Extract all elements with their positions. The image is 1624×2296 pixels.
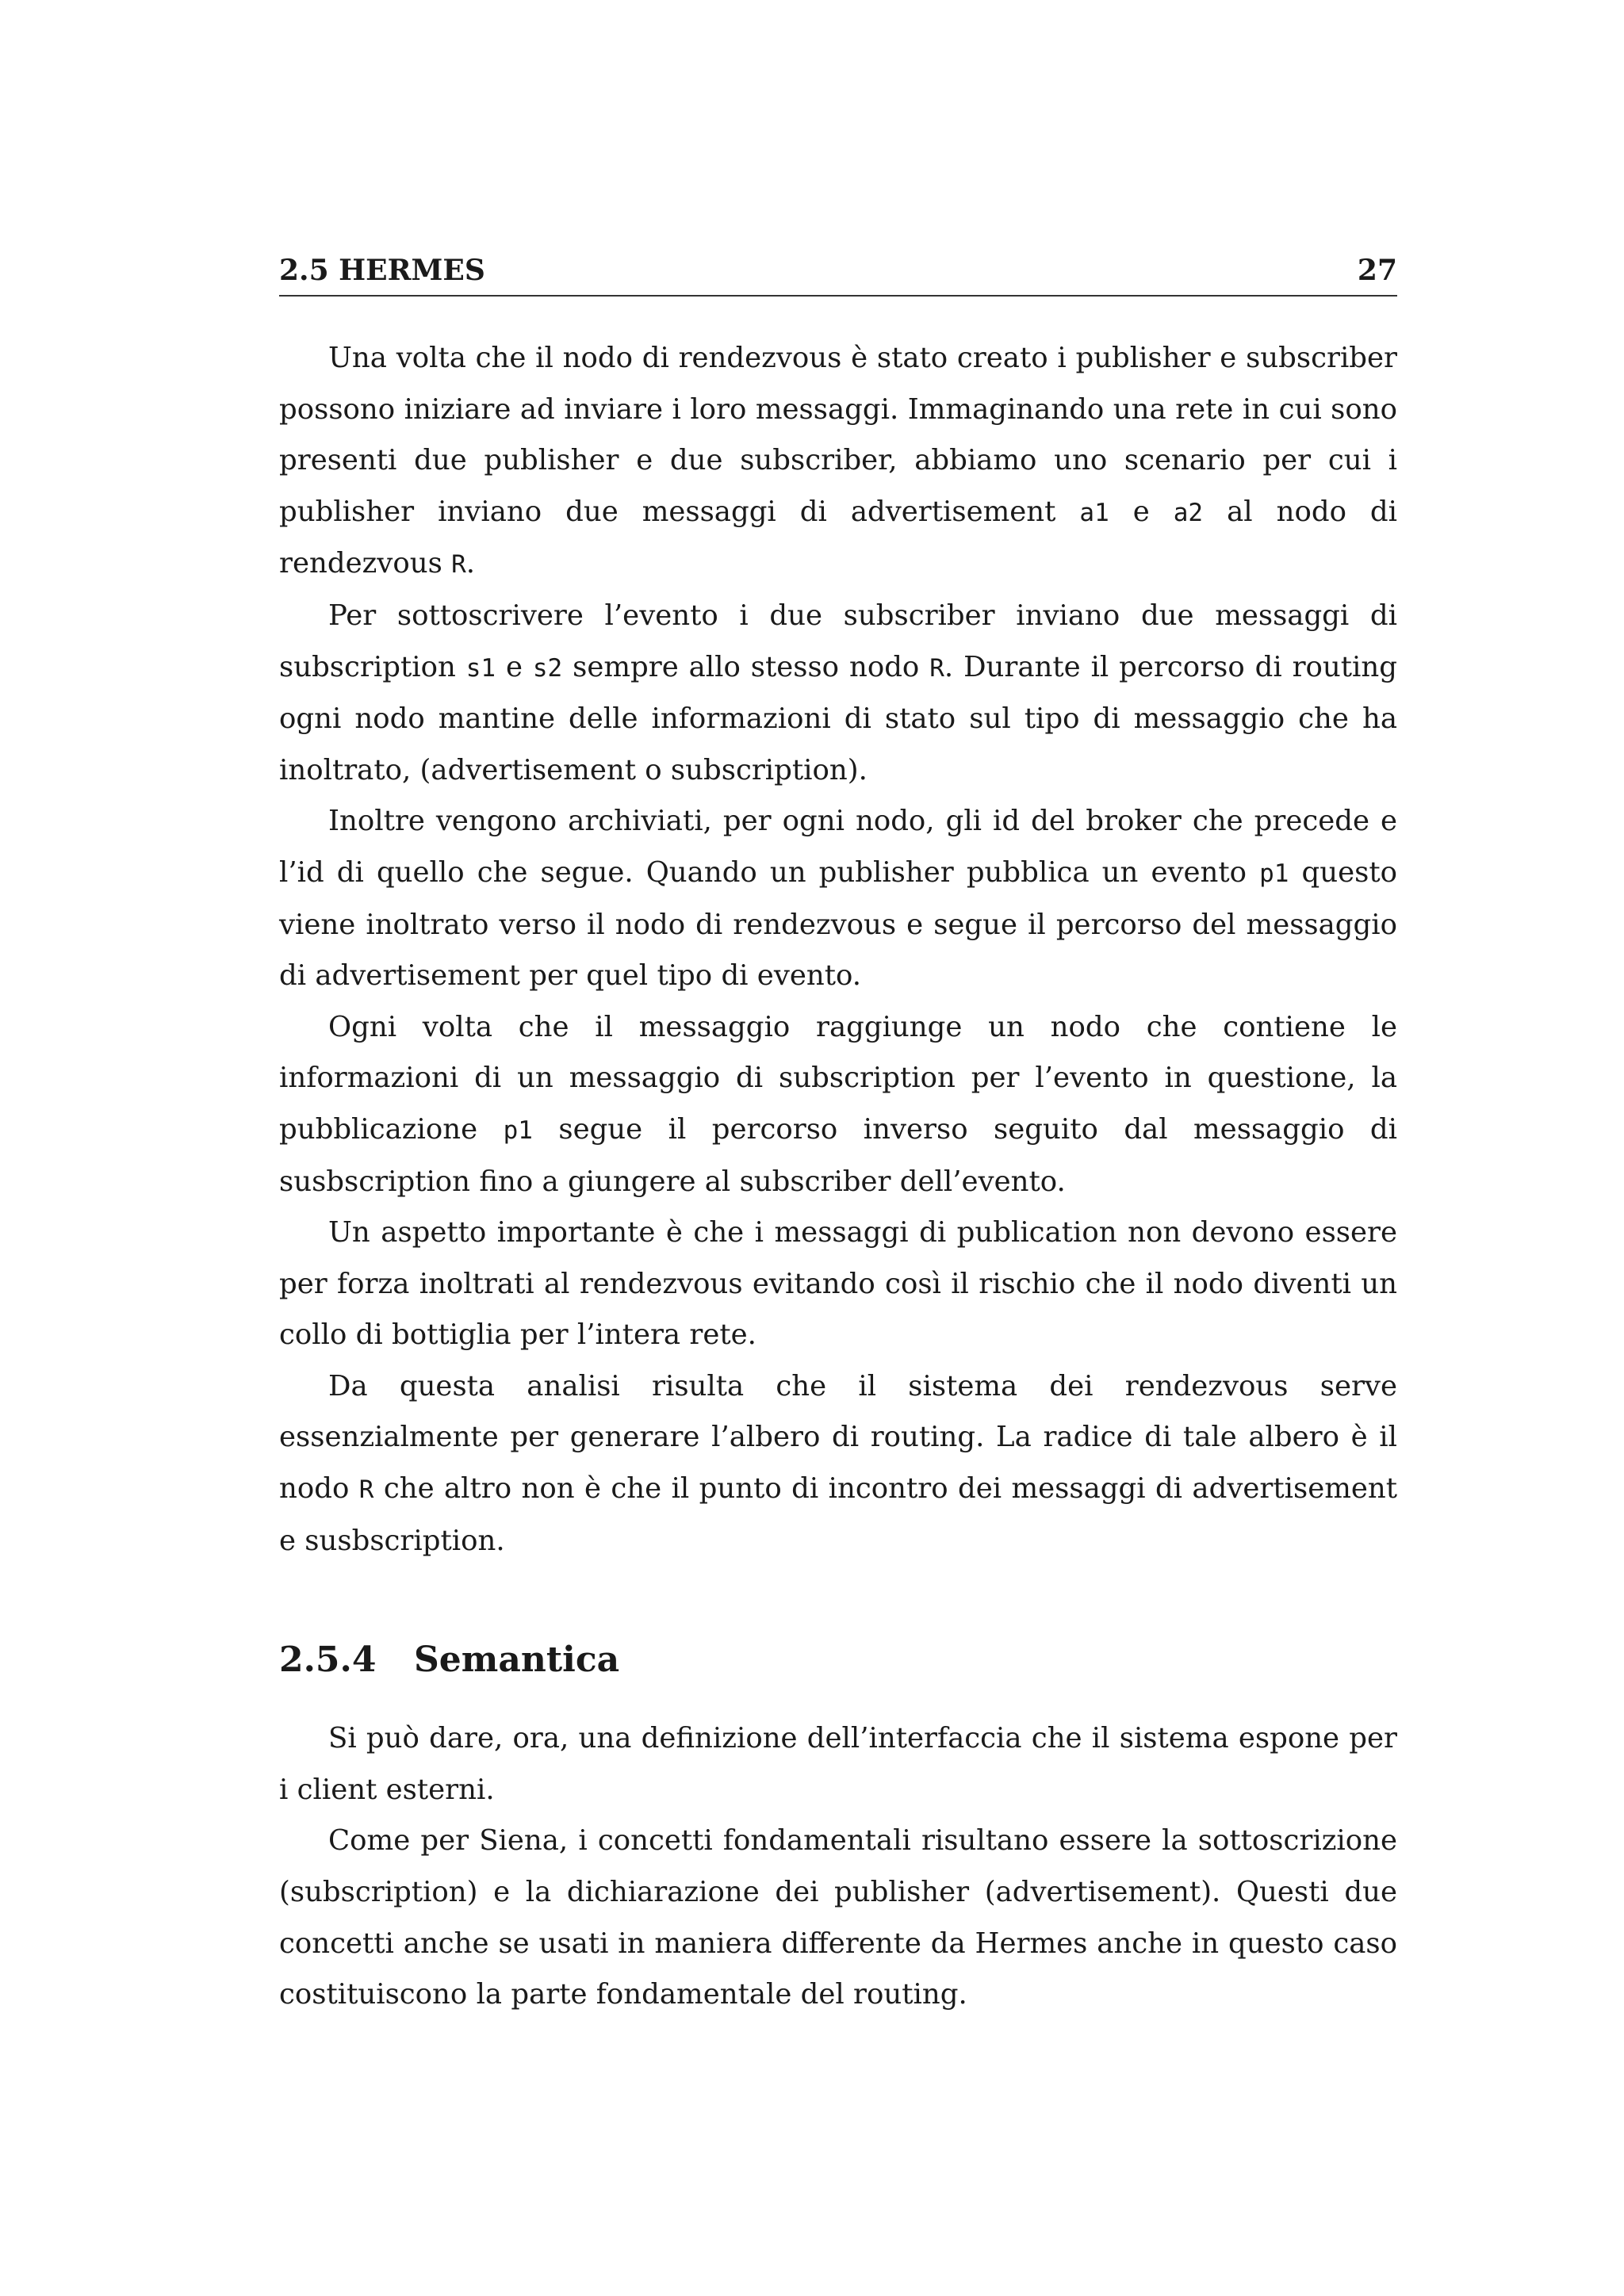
page-number: 27 (1357, 254, 1397, 287)
code-s1: s1 (465, 653, 496, 683)
paragraph-7: Si può dare, ora, una definizione dell’interfaccia che il sistema espone per i client esterni. (279, 1722, 1397, 1806)
code-R: R (929, 653, 944, 683)
paragraph-2: Per sottoscrivere l’evento i due subscriber inviano due messaggi di subscription s1 e s2 sempre allo stesso nodo R. Durante il percorso di routing ogni nodo mantine delle informazioni di stato sul tipo di messaggio che ha inoltrato, (advertisement o subscription). (279, 599, 1397, 786)
running-header (279, 254, 1397, 297)
code-s2: s2 (532, 653, 563, 683)
subsection-heading (279, 1640, 1397, 1680)
body-text (279, 333, 1397, 2021)
code-a1: a1 (1079, 498, 1109, 527)
paragraph-1: Una volta che il nodo di rendezvous è stato creato i publisher e subscriber possono iniziare ad inviare i loro messaggi. Immaginando una rete in cui sono presenti due publisher e due subscriber, abbiamo uno scenario per cui i publisher inviano due messaggi di advertisement a1 e a2 al nodo di rendezvous R. (279, 342, 1398, 580)
code-p1: p1 (1259, 859, 1289, 888)
code-p1: p1 (503, 1115, 533, 1145)
paragraph-3: Inoltre vengono archiviati, per ogni nodo, gli id del broker che precede e l’id di quello che segue. Quando un publisher pubblica un evento p1 questo viene inoltrato verso il nodo di rendezvous e segue il percorso del messaggio di advertisement per quel tipo di evento. (279, 805, 1397, 993)
code-a2: a2 (1173, 498, 1204, 527)
code-R: R (451, 550, 466, 580)
page (279, 254, 1397, 2021)
subsection-title: Semantica (414, 1640, 620, 1681)
paragraph-4: Ogni volta che il messaggio raggiunge un nodo che contiene le informazioni di un messaggio di subscription per l’evento in questione, la pubblicazione p1 segue il percorso inverso seguito dal messaggio di susbscription fino a giungere al subscriber dell’evento. (279, 1010, 1397, 1198)
paragraph-8: Come per Siena, i concetti fondamentali risultano essere la sottoscrizione (subscription) e la dichiarazione dei publisher (advertisement). Questi due concetti anche se usati in maniera differente da Hermes anche in questo caso costituiscono la parte fondamentale del routing. (279, 1824, 1397, 2011)
section-title: 2.5 HERMES (279, 254, 485, 287)
code-R: R (358, 1475, 374, 1505)
paragraph-6: Da questa analisi risulta che il sistema dei rendezvous serve essenzialmente per generare l’albero di routing. La radice di tale albero è il nodo R che altro non è che il punto di incontro dei messaggi di advertisement e susbscription. (279, 1369, 1398, 1557)
paragraph-5: Un aspetto importante è che i messaggi di publication non devono essere per forza inoltrati al rendezvous evitando così il rischio che il nodo diventi un collo di bottiglia per l’intera rete. (279, 1216, 1397, 1352)
subsection-number: 2.5.4 (279, 1640, 377, 1681)
